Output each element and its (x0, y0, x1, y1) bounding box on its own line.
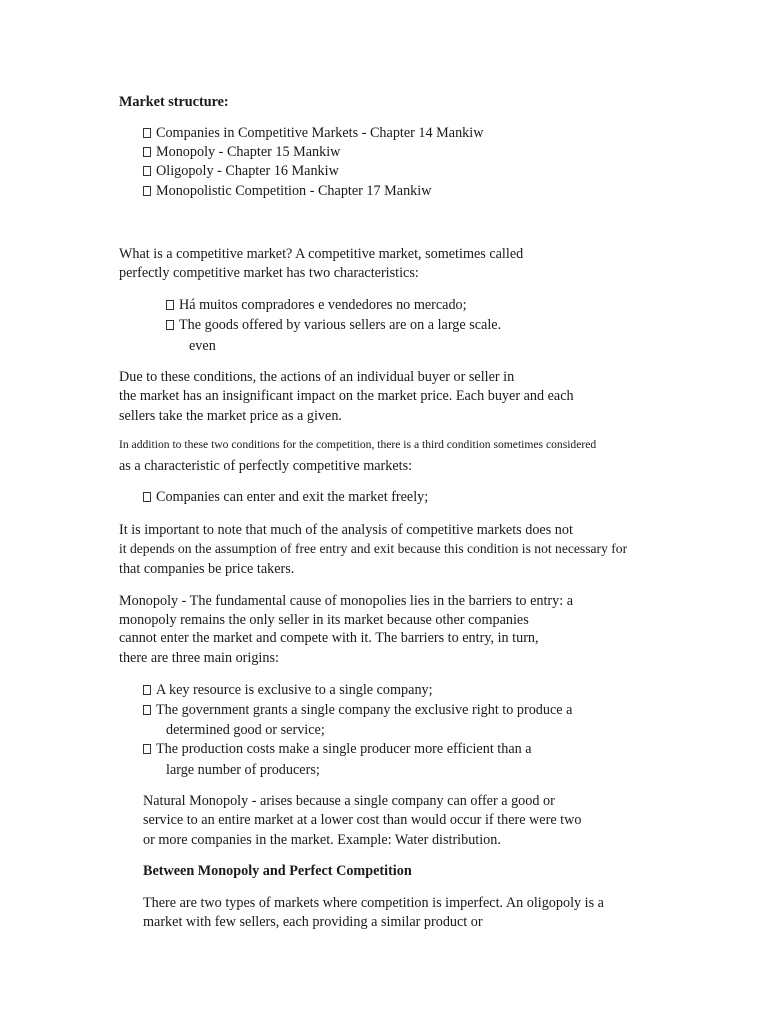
paragraph-line: monopoly remains the only seller in its market because other companies (119, 612, 529, 628)
paragraph-line: What is a competitive market? A competitive market, sometimes called (119, 246, 524, 262)
paragraph-line: or more companies in the market. Example: Water distribution. (143, 832, 501, 848)
checkbox-bullet-icon (143, 705, 151, 715)
paragraph-line: Natural Monopoly - arises because a single company can offer a good or (143, 793, 555, 809)
paragraph-line: market with few sellers, each providing a similar product or (143, 914, 483, 930)
paragraph-line: service to an entire market at a lower cost than would occur if there were two (143, 812, 582, 828)
paragraph-line: Due to these conditions, the actions of an individual buyer or seller in (119, 369, 515, 385)
checkbox-bullet-icon (143, 744, 151, 754)
paragraph-line: as a characteristic of perfectly competitive markets: (119, 458, 413, 474)
checkbox-bullet-icon (143, 166, 151, 176)
list-item: A key resource is exclusive to a single company; (143, 681, 433, 699)
checkbox-bullet-icon (143, 492, 151, 502)
checkbox-bullet-icon (166, 300, 174, 310)
list-item: The production costs make a single producer more efficient than a (143, 740, 532, 758)
list-item: Oligopoly - Chapter 16 Mankiw (143, 162, 339, 180)
paragraph-line: Monopoly - The fundamental cause of monopolies lies in the barriers to entry: a (119, 593, 574, 609)
list-item: The goods offered by various sellers are on a large scale. (166, 316, 501, 334)
checkbox-bullet-icon (166, 320, 174, 330)
list-item: Monopolistic Competition - Chapter 17 Mankiw (143, 182, 431, 200)
paragraph-line: that companies be price takers. (119, 561, 295, 577)
checkbox-bullet-icon (143, 186, 151, 196)
list-item: Companies can enter and exit the market freely; (143, 488, 428, 506)
list-item-continuation: determined good or service; (166, 722, 325, 738)
paragraph-line: it depends on the assumption of free entry and exit because this condition is not necessary for (119, 541, 628, 556)
paragraph-line: sellers take the market price as a given. (119, 408, 342, 424)
paragraph-line: There are two types of markets where competition is imperfect. An oligopoly is a (143, 895, 604, 911)
list-item-continuation: even (189, 338, 216, 354)
paragraph-line: the market has an insignificant impact on the market price. Each buyer and each (119, 388, 574, 404)
list-item: The government grants a single company the exclusive right to produce a (143, 701, 572, 719)
paragraph-line: there are three main origins: (119, 650, 279, 666)
list-item: Companies in Competitive Markets - Chapter 14 Mankiw (143, 124, 483, 142)
paragraph-line: cannot enter the market and compete with it. The barriers to entry, in turn, (119, 630, 539, 646)
checkbox-bullet-icon (143, 147, 151, 157)
paragraph-line: It is important to note that much of the analysis of competitive markets does not (119, 522, 573, 538)
list-item-continuation: large number of producers; (166, 762, 320, 778)
list-item: Monopoly - Chapter 15 Mankiw (143, 143, 340, 161)
heading-market-structure: Market structure: (119, 94, 229, 110)
heading-between-monopoly: Between Monopoly and Perfect Competition (143, 863, 412, 879)
list-item: Há muitos compradores e vendedores no mercado; (166, 296, 467, 314)
paragraph-line-small: In addition to these two conditions for the competition, there is a third condition sometimes considered (119, 438, 597, 451)
paragraph-line: perfectly competitive market has two characteristics: (119, 265, 419, 281)
checkbox-bullet-icon (143, 685, 151, 695)
checkbox-bullet-icon (143, 128, 151, 138)
